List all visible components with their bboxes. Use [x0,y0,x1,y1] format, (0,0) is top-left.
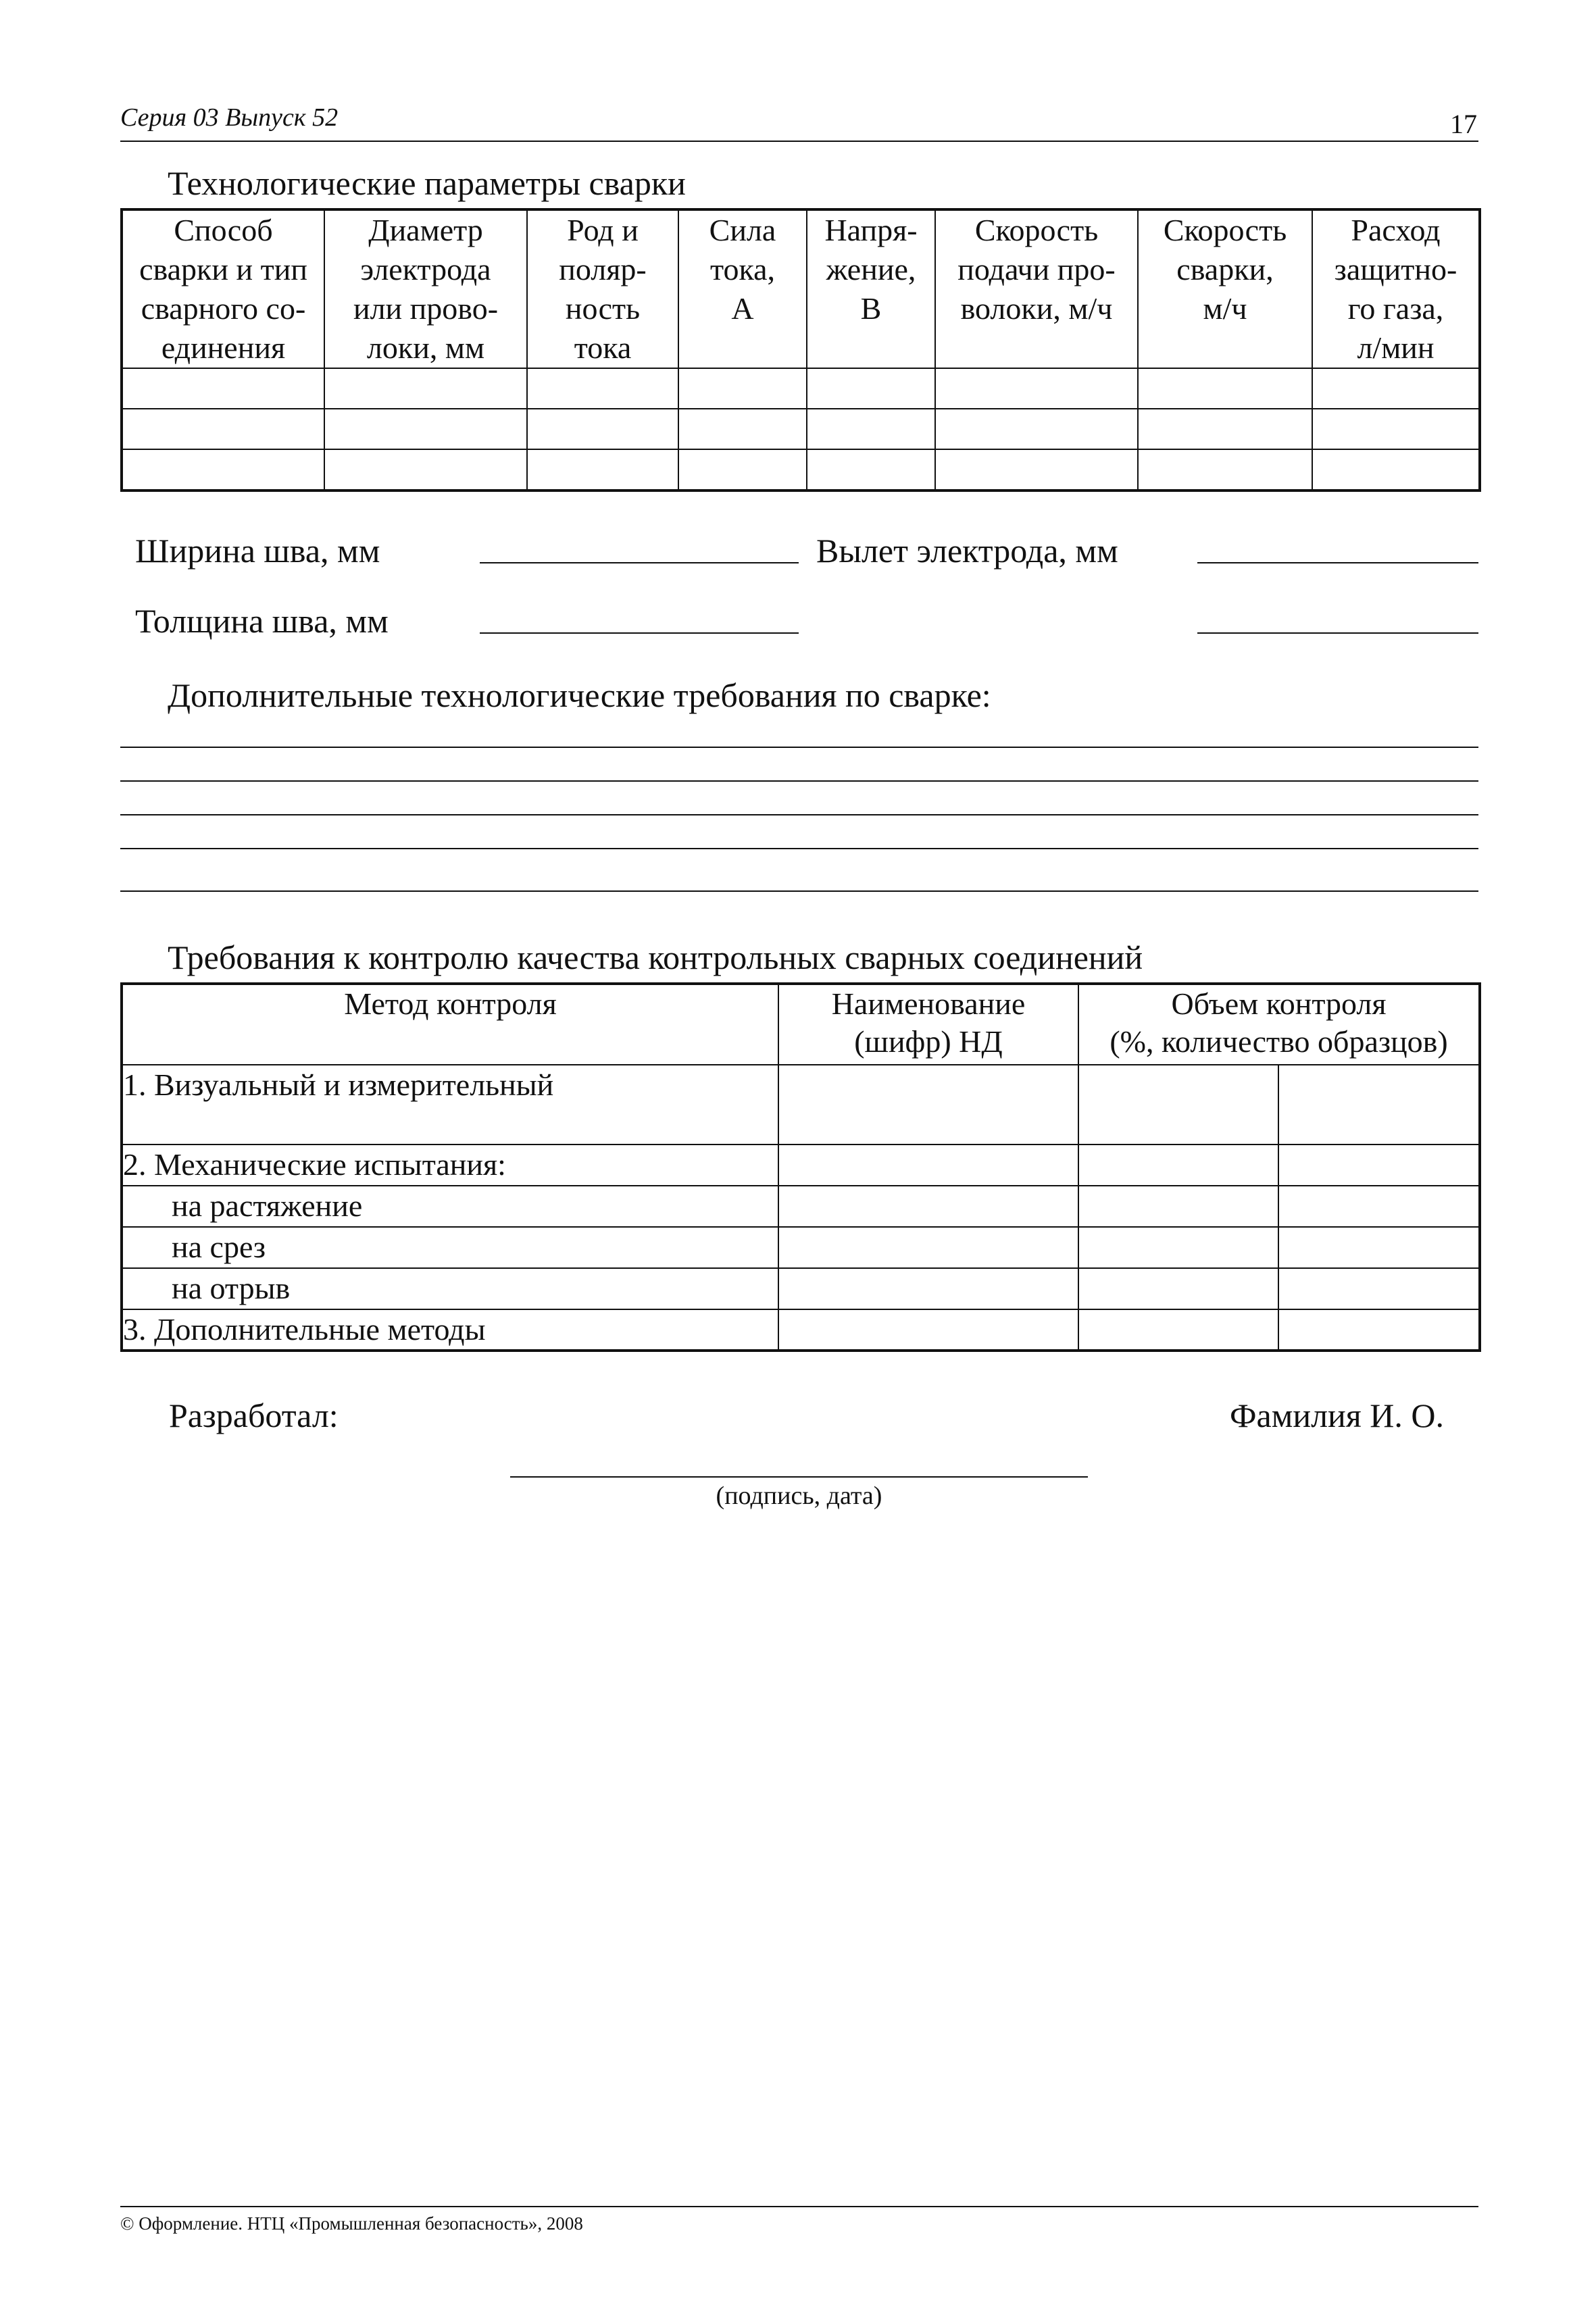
table-row [122,1065,1480,1145]
table-cell[interactable] [807,368,935,409]
requirements-line[interactable] [120,814,1478,815]
signature-caption: (подпись, дата) [716,1482,882,1510]
table-cell[interactable] [678,449,807,491]
column-header-volume: Объем контроля (%, количество образцов) [1078,984,1480,1065]
table-cell[interactable] [1278,1227,1480,1268]
table-cell[interactable] [778,1145,1078,1186]
table-cell[interactable] [527,449,678,491]
electrode-extension-label: Вылет электрода, мм [816,532,1118,570]
table-cell[interactable] [122,368,324,409]
table-cell[interactable] [1278,1186,1480,1227]
column-header-voltage: Напря- жение, В [807,209,935,368]
signature-line[interactable] [510,1476,1088,1478]
table-cell[interactable] [778,1268,1078,1309]
table-cell[interactable] [1278,1268,1480,1309]
table-cell[interactable] [1278,1065,1480,1145]
table-cell[interactable] [1078,1186,1278,1227]
row-label-peel: на отрыв [122,1268,778,1309]
row-label-shear: на срез [122,1227,778,1268]
requirements-line[interactable] [120,747,1478,748]
table-cell[interactable] [1138,449,1312,491]
table-row [122,1268,1480,1309]
table-cell[interactable] [1278,1145,1480,1186]
table-row [122,368,1480,409]
column-header-diameter: Диаметр электрода или прово- локи, мм [324,209,527,368]
table-cell[interactable] [778,1227,1078,1268]
column-header-weld-speed: Скорость сварки, м/ч [1138,209,1312,368]
extra-blank-field[interactable] [1197,632,1478,634]
row-label-tension: на растяжение [122,1186,778,1227]
table-row [122,1227,1480,1268]
footer-rule [120,2206,1478,2207]
table-cell[interactable] [122,409,324,449]
table-cell[interactable] [1078,1309,1278,1351]
column-header-gas-flow: Расход защитно- го газа, л/мин [1312,209,1480,368]
table-cell[interactable] [807,409,935,449]
table-cell[interactable] [678,409,807,449]
quality-control-table [120,982,1481,1352]
table-cell[interactable] [1312,409,1480,449]
table-header-row [122,984,1480,1065]
table-cell[interactable] [324,368,527,409]
header-rule [120,141,1478,142]
table-cell[interactable] [1078,1065,1278,1145]
table-cell[interactable] [1078,1145,1278,1186]
welding-params-caption: Технологические параметры сварки [168,164,686,202]
table-cell[interactable] [1078,1227,1278,1268]
requirements-line[interactable] [120,848,1478,849]
requirements-line[interactable] [120,780,1478,782]
row-label-mechanical: 2. Механические испытания: [122,1145,778,1186]
column-header-nd: Наименование (шифр) НД [778,984,1078,1065]
table-row [122,1186,1480,1227]
column-header-method: Метод контроля [122,984,778,1065]
table-cell[interactable] [527,409,678,449]
requirements-line[interactable] [120,890,1478,892]
developed-by-label: Разработал: [169,1397,339,1434]
row-label-visual: 1. Визуальный и измерительный [122,1065,778,1145]
additional-requirements-caption: Дополнительные технологические требования по сварке: [168,676,991,714]
table-header-row [122,209,1480,368]
developer-name: Фамилия И. О. [1230,1397,1445,1434]
table-cell[interactable] [324,449,527,491]
column-header-current: Сила тока, А [678,209,807,368]
column-header-method: Способ сварки и тип сварного со- единения [122,209,324,368]
seam-thickness-field[interactable] [480,632,799,634]
page-number: 17 [1450,109,1477,139]
table-cell[interactable] [935,368,1138,409]
table-cell[interactable] [1312,449,1480,491]
welding-params-table [120,208,1481,492]
table-row [122,1145,1480,1186]
table-cell[interactable] [778,1186,1078,1227]
table-cell[interactable] [935,409,1138,449]
table-row [122,1309,1480,1351]
seam-thickness-label: Толщина шва, мм [135,602,389,640]
table-cell[interactable] [1078,1268,1278,1309]
table-cell[interactable] [1312,368,1480,409]
row-label-additional: 3. Дополнительные методы [122,1309,778,1351]
electrode-extension-field[interactable] [1197,562,1478,563]
table-cell[interactable] [778,1065,1078,1145]
table-cell[interactable] [778,1309,1078,1351]
table-cell[interactable] [122,449,324,491]
table-row [122,409,1480,449]
table-cell[interactable] [1278,1309,1480,1351]
column-header-wire-feed: Скорость подачи про- волоки, м/ч [935,209,1138,368]
table-cell[interactable] [1138,368,1312,409]
table-cell[interactable] [935,449,1138,491]
table-cell[interactable] [324,409,527,449]
table-cell[interactable] [527,368,678,409]
table-cell[interactable] [1138,409,1312,449]
column-header-polarity: Род и поляр- ность тока [527,209,678,368]
table-cell[interactable] [678,368,807,409]
seam-width-field[interactable] [480,562,799,563]
copyright-text: © Оформление. НТЦ «Промышленная безопасность», 2008 [120,2213,583,2234]
table-row [122,449,1480,491]
quality-control-caption: Требования к контролю качества контрольных сварных соединений [168,938,1143,976]
table-cell[interactable] [807,449,935,491]
seam-width-label: Ширина шва, мм [135,532,380,570]
series-title: Серия 03 Выпуск 52 [120,103,339,132]
